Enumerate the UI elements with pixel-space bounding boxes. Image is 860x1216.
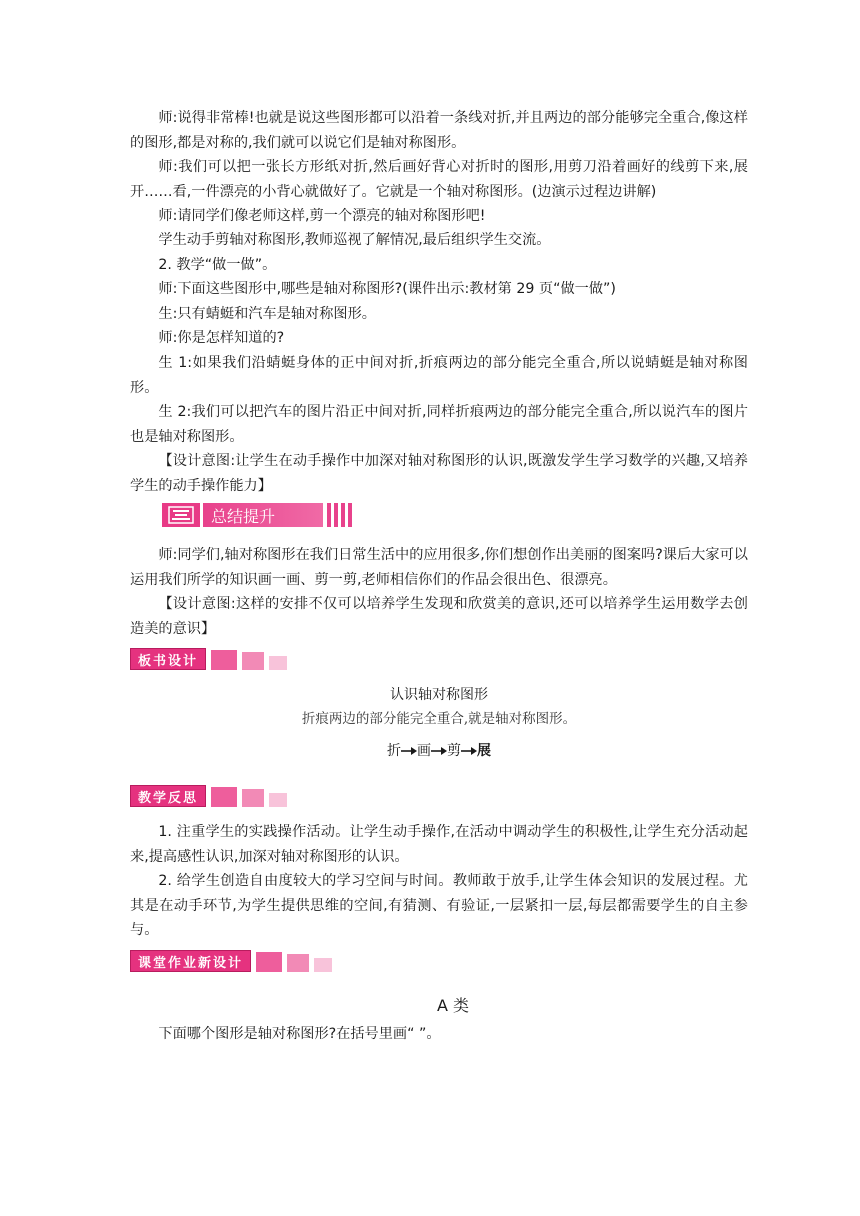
process-flow <box>130 740 748 760</box>
section-title: 总结提升 <box>203 503 323 527</box>
board-title: 认识轴对称图形 <box>390 687 488 703</box>
homework-question: 下面哪个图形是轴对称图形?在括号里画“ ”。 <box>158 1026 441 1042</box>
paragraph: 生 1:如果我们沿蜻蜓身体的正中间对折,折痕两边的部分能完全重合,所以说蜻蜓是轴对称图形。 <box>130 355 748 396</box>
homework-category: A 类 <box>436 996 470 1015</box>
board-definition: 折痕两边的部分能完全重合,就是轴对称图形。 <box>301 711 577 727</box>
flow-step: 折 <box>387 743 401 759</box>
section-header-summary <box>162 503 355 527</box>
paragraph: 师:你是怎样知道的? <box>158 330 285 346</box>
tab-decoration <box>242 652 264 670</box>
design-intent-note: 【设计意图:这样的安排不仅可以培养学生发现和欣赏美的意识,还可以培养学生运用数学去创造美的意识】 <box>130 596 748 637</box>
paragraph: 师:我们可以把一张长方形纸对折,然后画好背心对折时的图形,用剪刀沿着画好的线剪下来,展开……看,一件漂亮的小背心就做好了。它就是一个轴对称图形。(边演示过程边讲解) <box>130 159 748 200</box>
paragraph: 2. 教学“做一做”。 <box>158 257 277 273</box>
tab-teaching-reflection <box>130 785 287 807</box>
arrow-right-icon <box>461 746 477 756</box>
tab-board-design-label: 板书设计 <box>130 648 206 670</box>
paragraph: 学生动手剪轴对称图形,教师巡视了解情况,最后组织学生交流。 <box>158 232 551 248</box>
section-decoration <box>327 503 355 527</box>
tab-decoration <box>314 958 332 972</box>
tab-decoration <box>269 793 287 807</box>
tab-decoration <box>211 650 237 670</box>
tab-decoration <box>211 787 237 807</box>
paragraph: 师:说得非常棒!也就是说这些图形都可以沿着一条线对折,并且两边的部分能够完全重合,像这样的图形,都是对称的,我们就可以说它们是轴对称图形。 <box>130 110 748 151</box>
reflection-item: 2. 给学生创造自由度较大的学习空间与时间。教师敢于放手,让学生体会知识的发展过程。尤其是在动手环节,为学生提供思维的空间,有猜测、有验证,一层紧扣一层,每层都需要学生的自主参与。 <box>130 873 748 938</box>
tab-homework-design-label: 课堂作业新设计 <box>130 950 251 972</box>
tab-decoration <box>242 789 264 807</box>
section-number-three-icon <box>162 503 200 527</box>
paragraph: 生 2:我们可以把汽车的图片沿正中间对折,同样折痕两边的部分能完全重合,所以说汽车的图片也是轴对称图形。 <box>130 404 748 445</box>
tab-decoration <box>269 656 287 670</box>
paragraph: 师:请同学们像老师这样,剪一个漂亮的轴对称图形吧! <box>158 208 486 224</box>
paragraph: 师:同学们,轴对称图形在我们日常生活中的应用很多,你们想创作出美丽的图案吗?课后大家可以运用我们所学的知识画一画、剪一剪,老师相信你们的作品会很出色、很漂亮。 <box>130 547 748 588</box>
paragraph: 生:只有蜻蜓和汽车是轴对称图形。 <box>158 306 376 322</box>
tab-homework-design <box>130 950 332 972</box>
arrow-right-icon <box>401 746 417 756</box>
flow-step: 剪 <box>447 743 461 759</box>
tab-decoration <box>256 952 282 972</box>
tab-teaching-reflection-label: 教学反思 <box>130 785 206 807</box>
flow-step: 画 <box>417 743 431 759</box>
tab-decoration <box>287 954 309 972</box>
reflection-item: 1. 注重学生的实践操作活动。让学生动手操作,在活动中调动学生的积极性,让学生充分活动起来,提高感性认识,加深对轴对称图形的认识。 <box>130 824 748 865</box>
design-intent-note: 【设计意图:让学生在动手操作中加深对轴对称图形的认识,既激发学生学习数学的兴趣,又培养学生的动手操作能力】 <box>130 453 748 494</box>
paragraph: 师:下面这些图形中,哪些是轴对称图形?(课件出示:教材第 29 页“做一做”) <box>158 281 616 297</box>
arrow-right-icon <box>431 746 447 756</box>
tab-board-design <box>130 648 287 670</box>
flow-step: 展 <box>477 743 491 759</box>
